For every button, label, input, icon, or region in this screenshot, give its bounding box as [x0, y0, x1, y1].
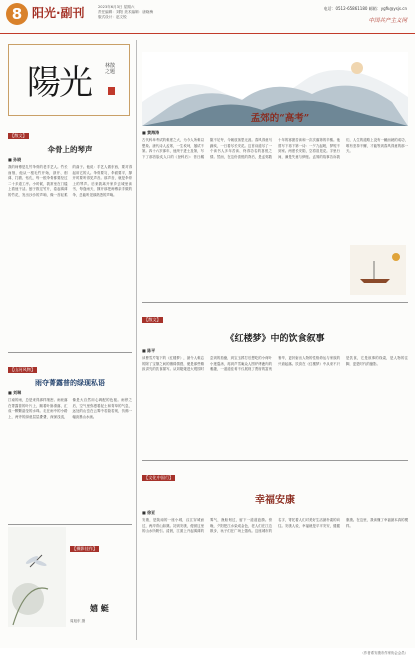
section-tag: 【散文】 [10, 133, 27, 138]
author-note: （作者系安康市作家协会会员） [360, 651, 408, 655]
dragonfly-photo [8, 527, 66, 627]
header-meta [98, 5, 218, 20]
masthead [8, 44, 130, 116]
feature-title: 孟郊的“高考” [250, 113, 310, 124]
middle-feature [142, 306, 408, 456]
article-body: 读曹雪芹笔下的《红楼梦》，最令人难忘的除了宝黛之间的缠绵情感，便是那些精致讲究的饮食描写。从刘姥姥进大观园时尝到的茄鲞，到宝玉挨打后想吃的小荷叶小莲蓬汤，再到芦雪庵众人围炉烤鹿肉的雅趣，一道道佳肴不仅展现了贾府的富贵奢华，更折射出人物的性格命运与家族的兴衰起落。饮食在《红楼梦》中从来不只是饮食，它是叙事的线索，是人物的注脚，更是时代的缩影。 [142, 356, 408, 372]
feature-title: 幸福安康 [255, 495, 295, 506]
article-title: 雨夺菁露普的绿现私语 [35, 378, 105, 387]
article-body: 江南的雨，总是来得那样细密。雨丝落在菁露普的叶片上，顺着叶脉滑落，汇成一颗颗晶莹的水珠。走在雨中的小路上，两旁的绿意层层叠叠，深深浅浅，像是大自然用心调配的色板。雨停之后，空气里弥漫着泥土和青草的气息，远处的山峦在云雾中若隐若现，仿佛一幅淡墨山水画。 [8, 398, 132, 419]
photo-title: 嬉 蜓 [90, 603, 109, 613]
contact-info: 电话：0512-65861180 邮箱：ygfk@ysjs.cn [323, 6, 407, 11]
boat-illustration [350, 245, 406, 295]
page-header [0, 0, 415, 34]
section-tag: 【摄影佳作】 [72, 546, 98, 551]
divider [142, 302, 408, 303]
byline: ■ 黄海涛 [142, 130, 160, 135]
page-number: 8 [6, 3, 28, 25]
article-title: 伞骨上的琴声 [47, 145, 93, 154]
meta-line: 责任编辑：刘阳 美术编辑：唐晓梅 [98, 10, 154, 14]
photo-credit: 周旭东 摄 [70, 619, 86, 623]
left-article-1 [8, 122, 132, 240]
divider [8, 352, 132, 353]
left-article-2 [8, 356, 132, 521]
article-body: 安康，是陕南的一座小城，汉江穿城而过，两岸青山如黛。初到安康，便被这里的山水所吸引。清晨，江面上升起薄薄的雾气，渔船划过，留下一道道涟漪。傍晚，夕阳把江水染成金色，老人们在江边散步，孩子们在广场上嬉戏。这座城市的名字，寄托着人们对美好生活最朴素的向往。安康人说，幸福就是平平安安，健健康康。在这里，我读懂了幸福最本真的模样。 [142, 518, 408, 534]
article-body: 我的师傅是扎竹伞骨的老手艺人。竹长而细，他从一根毛竹开始，剖开、削薄、打磨、钻孔，每一根伞骨都要经过二十多道工序。小时候，我常坐在门槛上看他干活。刨子推过竹片，卷起薄薄的竹花，发出沙沙的声响，像一首轻柔的曲子。他说：手艺人做东西，要对得起用它的人。伞骨要匀，伞面要平，撑开时要听得见声音。那声音，就是伞骨上的琴声。后来我离开家乡去城里读书，每逢雨天，撑开那把师傅亲手做的伞，总能听见那熟悉的声响。 [8, 165, 132, 197]
masthead-title: 陽光 [27, 63, 91, 103]
masthead-subtitle: 林散之题 [105, 63, 116, 75]
byline: ■ 刘琳 [8, 390, 22, 395]
bottom-feature [142, 464, 408, 655]
photo-feature [8, 527, 132, 642]
byline: ■ 陈平 [142, 348, 156, 353]
article-body: 古代科举考试的难度之大，为今人所难以想象。唐代诗人孟郊，一生坎坷，屡试不第。四十六岁那年，他终于进士及第，写下了那首脍炙人口的《登科后》：昔日龌龊不足夸，今朝放荡思无涯。春风得意马蹄疾，一日看尽长安花。这首诗道尽了一个读书人多年苦读、终得功名的喜悦之情。然而，在这份喜悦的背后，是孟郊数十年的寒窗苦读和一次次落第的辛酸。他曾写下再下第一诗：一夕九起嗟，梦短不到家。两度长安陌，空将泪见花。字里行间，满是失意与惆怅。孟郊的故事告诉我们，人生的道路上没有一蹴而就的成功，唯有坚持不懈，才能等到春风得意的那一天。 [142, 138, 408, 159]
section-tag: 【山河风物】 [10, 367, 36, 372]
meta-line: 版式设计：赵文锐 [98, 15, 127, 19]
section-tag: 【散文】 [144, 317, 161, 322]
feature-title: 《红楼梦》中的饮食叙事 [225, 334, 325, 344]
byline: ■ 孙晓 [8, 157, 22, 162]
byline: ■ 徐亚 [142, 510, 156, 515]
divider [8, 524, 132, 525]
section-tag: 【文化中国行】 [144, 475, 174, 480]
publisher-logo: 中国共产主义网 [368, 18, 407, 24]
meta-line: 2023年6月3日 星期六 [98, 5, 135, 9]
divider [142, 460, 408, 461]
column-divider [136, 40, 137, 640]
seal-stamp [108, 87, 115, 95]
section-name: 阳光·副刊 [32, 6, 85, 20]
